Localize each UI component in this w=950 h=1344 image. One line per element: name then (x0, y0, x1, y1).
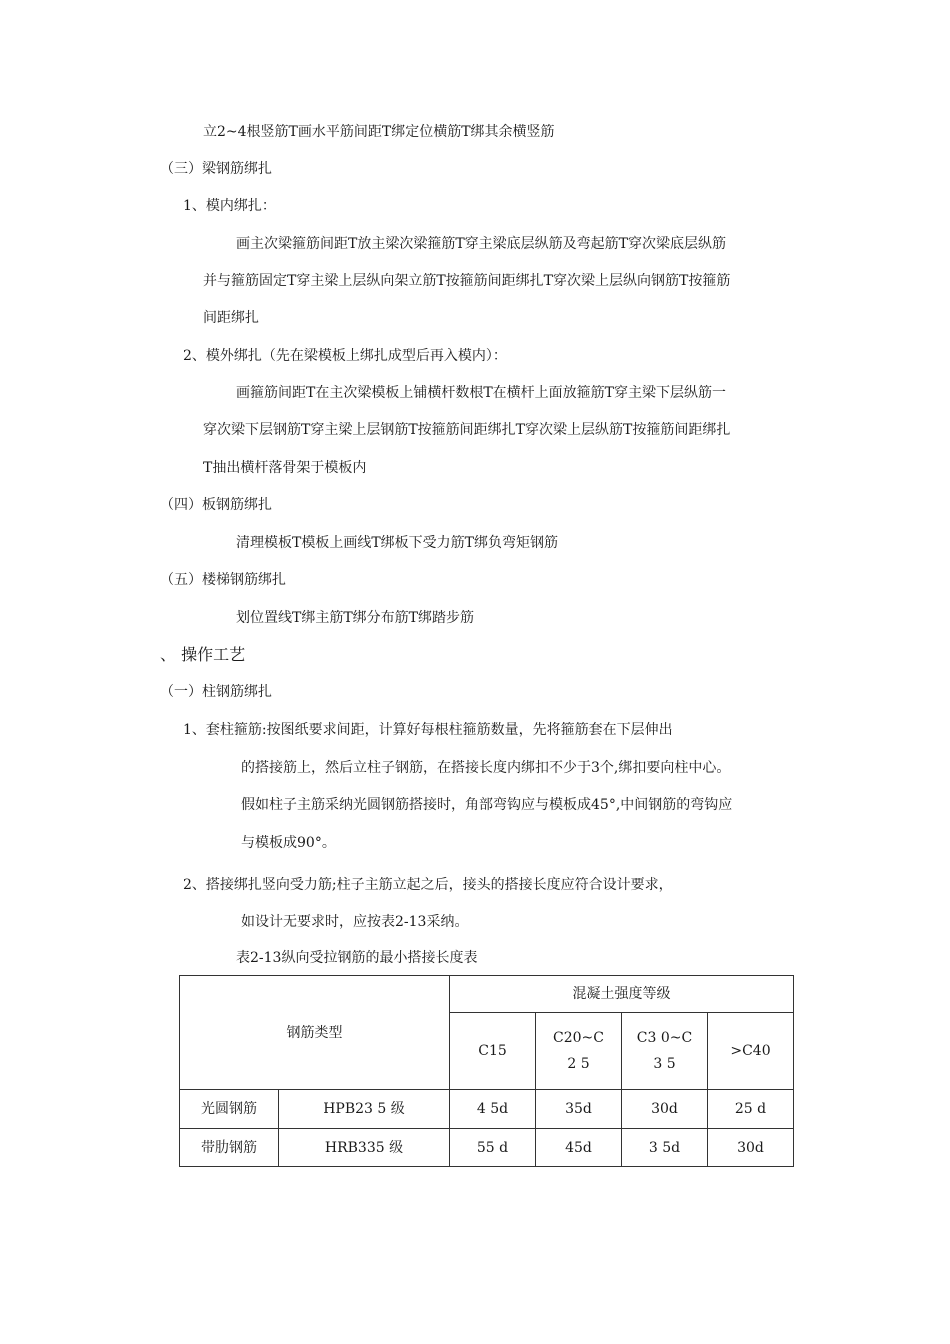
text-line: 如设计无要求时，应按表2-13采纳。 (241, 914, 469, 930)
grade-c15: C15 (450, 1013, 536, 1090)
text-line: T抽出横杆落骨架于模板内 (203, 460, 367, 476)
section-heading-slab: （四）板钢筋绑扎 (160, 497, 272, 513)
text-line: 假如柱子主筋采纳光圆钢筋搭接时，角部弯钩应与模板成45°,中间钢筋的弯钩应 (241, 797, 733, 813)
subheading-out-form: 2、模外绑扎（先在梁模板上绑扎成型后再入模内）： (183, 348, 507, 364)
row-value: 55 d (450, 1129, 536, 1167)
grade-c20-c25 (536, 1013, 622, 1090)
row-value: 25 d (708, 1090, 794, 1129)
row-grade: HRB335 级 (279, 1129, 450, 1167)
text-line: 与模板成90°。 (241, 835, 336, 851)
section-heading-column: （一）柱钢筋绑扎 (160, 684, 272, 700)
text-line: 立2~4根竖筋T画水平筋间距T绑定位横筋T绑其余横竖筋 (203, 124, 555, 140)
text-line: 间距绑扎 (203, 310, 259, 326)
grade-c20-top: C20~C (553, 1030, 604, 1046)
section-heading-stair: （五）楼梯钢筋绑扎 (160, 572, 286, 588)
header-rebar-type: 钢筋类型 (180, 976, 450, 1090)
text-line: 穿次梁下层钢筋T穿主梁上层钢筋T按箍筋间距绑扎T穿次梁上层纵筋T按箍筋间距绑扎 (203, 422, 731, 438)
grade-c40: >C40 (708, 1013, 794, 1090)
row-grade: HPB23 5 级 (279, 1090, 450, 1129)
row-value: 35d (536, 1090, 622, 1129)
row-value: 45d (536, 1129, 622, 1167)
text-line: 划位置线T绑主筋T绑分布筋T绑踏步筋 (236, 610, 475, 626)
chapter-heading: 、 操作工艺 (160, 645, 246, 664)
text-line: 清理模板T模板上画线T绑板下受力筋T绑负弯矩钢筋 (236, 535, 559, 551)
grade-c30-top: C3 0~C (636, 1030, 693, 1046)
grade-c30-bottom: 3 5 (653, 1056, 676, 1072)
table-caption: 表2-13纵向受拉钢筋的最小搭接长度表 (236, 950, 478, 966)
subheading-in-form: 1、模内绑扎： (183, 198, 276, 214)
row-type: 光圆钢筋 (180, 1090, 279, 1129)
text-line: 的搭接筋上，然后立柱子钢筋，在搭接长度内绑扣不少于3个,绑扣要向柱中心。 (241, 760, 731, 776)
row-value: 4 5d (450, 1090, 536, 1129)
text-line: 并与箍筋固定T穿主梁上层纵向架立筋T按箍筋间距绑扎T穿次梁上层纵向钢筋T按箍筋 (203, 273, 731, 289)
grade-c30-c35 (622, 1013, 708, 1090)
lap-length-table (179, 975, 794, 1167)
section-heading-beam: （三）梁钢筋绑扎 (160, 161, 272, 177)
table-row (180, 1090, 794, 1129)
row-value: 30d (708, 1129, 794, 1167)
row-value: 30d (622, 1090, 708, 1129)
text-line: 画主次梁箍筋间距T放主梁次梁箍筋T穿主梁底层纵筋及弯起筋T穿次梁底层纵筋 (236, 236, 727, 252)
text-line: 2、搭接绑扎竖向受力筋;柱子主筋立起之后，接头的搭接长度应符合设计要求， (183, 877, 673, 893)
row-type: 带肋钢筋 (180, 1129, 279, 1167)
text-line: 画箍筋间距T在主次梁模板上铺横杆数根T在横杆上面放箍筋T穿主梁下层纵筋一 (236, 385, 727, 401)
header-concrete-grade: 混凝土强度等级 (450, 976, 794, 1013)
text-line: 1、套柱箍筋:按图纸要求间距，计算好每根柱箍筋数量，先将箍筋套在下层伸出 (183, 722, 673, 738)
grade-c20-bottom: 2 5 (567, 1056, 590, 1072)
table-row (180, 1129, 794, 1167)
row-value: 3 5d (622, 1129, 708, 1167)
